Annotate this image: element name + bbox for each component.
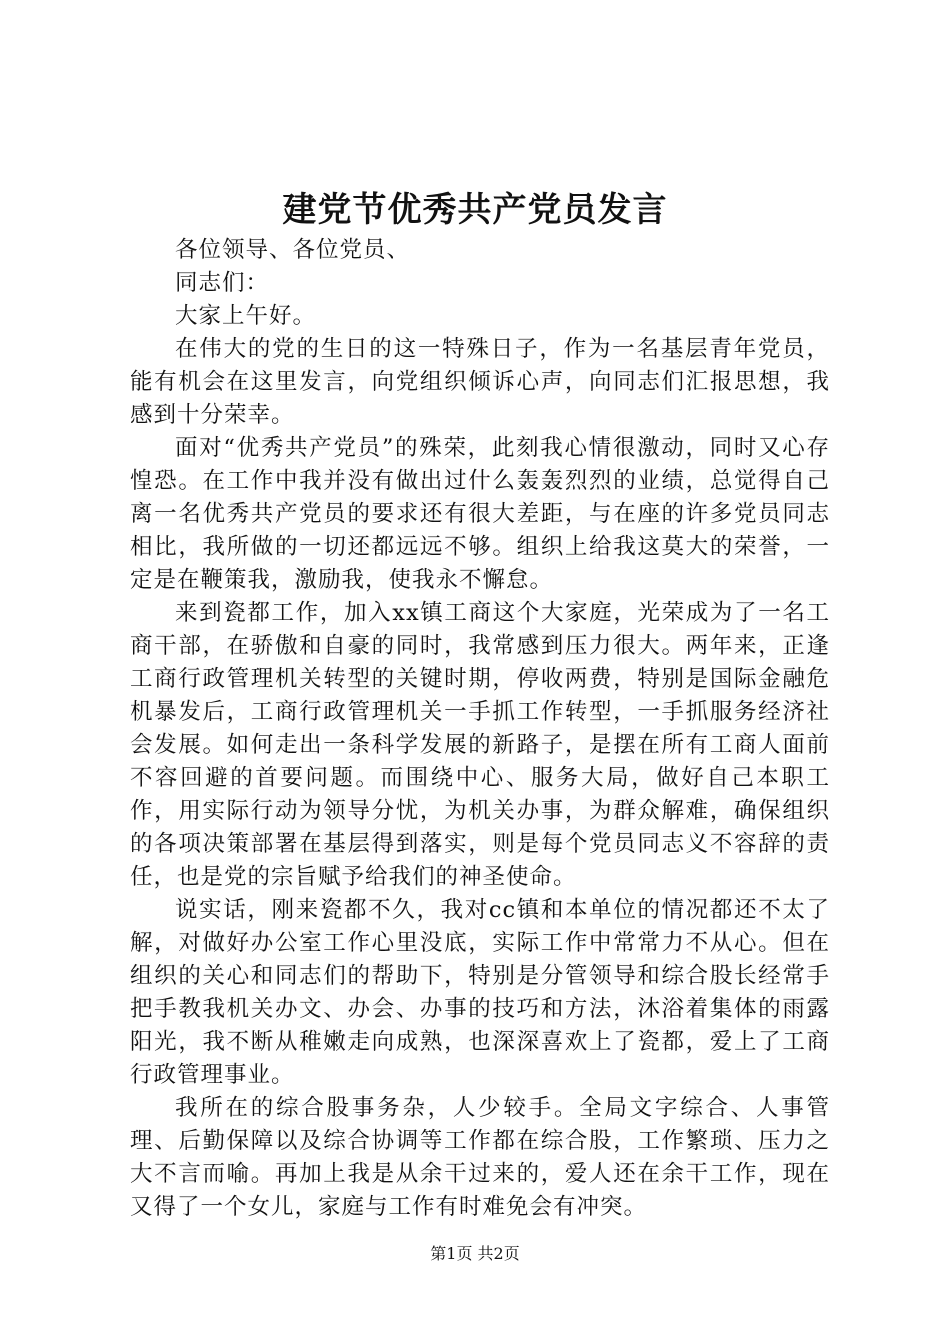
document-title: 建党节优秀共产党员发言 (282, 190, 668, 230)
page-number: 第1页 (430, 1244, 473, 1263)
greeting-paragraph: 大家上午好。 (175, 303, 317, 329)
salutation-line-2: 同志们： (175, 270, 270, 296)
page-total: 共2页 (477, 1244, 520, 1263)
page-footer (0, 1242, 950, 1266)
document-body (130, 234, 830, 1224)
body-paragraph: 面对“优秀共产党员”的殊荣，此刻我心情很激动，同时又心存惶恐。在工作中我并没有做出过什么轰轰烈烈的业绩，总觉得自己离一名优秀共产党员的要求还有很大差距，与在座的许多党员同志相比，我所做的一切还都远远不够。组织上给我这莫大的荣誉，一定是在鞭策我，激励我，使我永不懈怠。 (130, 435, 830, 593)
body-paragraph: 在伟大的党的生日的这一特殊日子，作为一名基层青年党员，能有机会在这里发言，向党组织倾诉心声，向同志们汇报思想，我感到十分荣幸。 (130, 336, 830, 428)
salutation-line-1: 各位领导、各位党员、 (175, 237, 411, 263)
body-paragraph: 我所在的综合股事务杂，人少较手。全局文字综合、人事管理、后勤保障以及综合协调等工作都在综合股，工作繁琐、压力之大不言而喻。再加上我是从余干过来的，爱人还在余干工作，现在又得了一个女儿，家庭与工作有时难免会有冲突。 (130, 1095, 830, 1220)
body-paragraph: 来到瓷都工作，加入xx镇工商这个大家庭，光荣成为了一名工商干部，在骄傲和自豪的同时，我常感到压力很大。两年来，正逢工商行政管理机关转型的关键时期，停收两费，特别是国际金融危机暴发后，工商行政管理机关一手抓工作转型，一手抓服务经济社会发展。如何走出一条科学发展的新路子，是摆在所有工商人面前不容回避的首要问题。而围绕中心、服务大局，做好自己本职工作，用实际行动为领导分忧，为机关办事，为群众解难，确保组织的各项决策部署在基层得到落实，则是每个党员同志义不容辞的责任，也是党的宗旨赋予给我们的神圣使命。 (130, 600, 830, 890)
body-paragraph: 说实话，刚来瓷都不久，我对cc镇和本单位的情况都还不太了解，对做好办公室工作心里没底，实际工作中常常力不从心。但在组织的关心和同志们的帮助下，特别是分管领导和综合股长经常手把手教我机关办文、办会、办事的技巧和方法，沐浴着集体的雨露阳光，我不断从稚嫩走向成熟，也深深喜欢上了瓷都，爱上了工商行政管理事业。 (130, 897, 830, 1088)
